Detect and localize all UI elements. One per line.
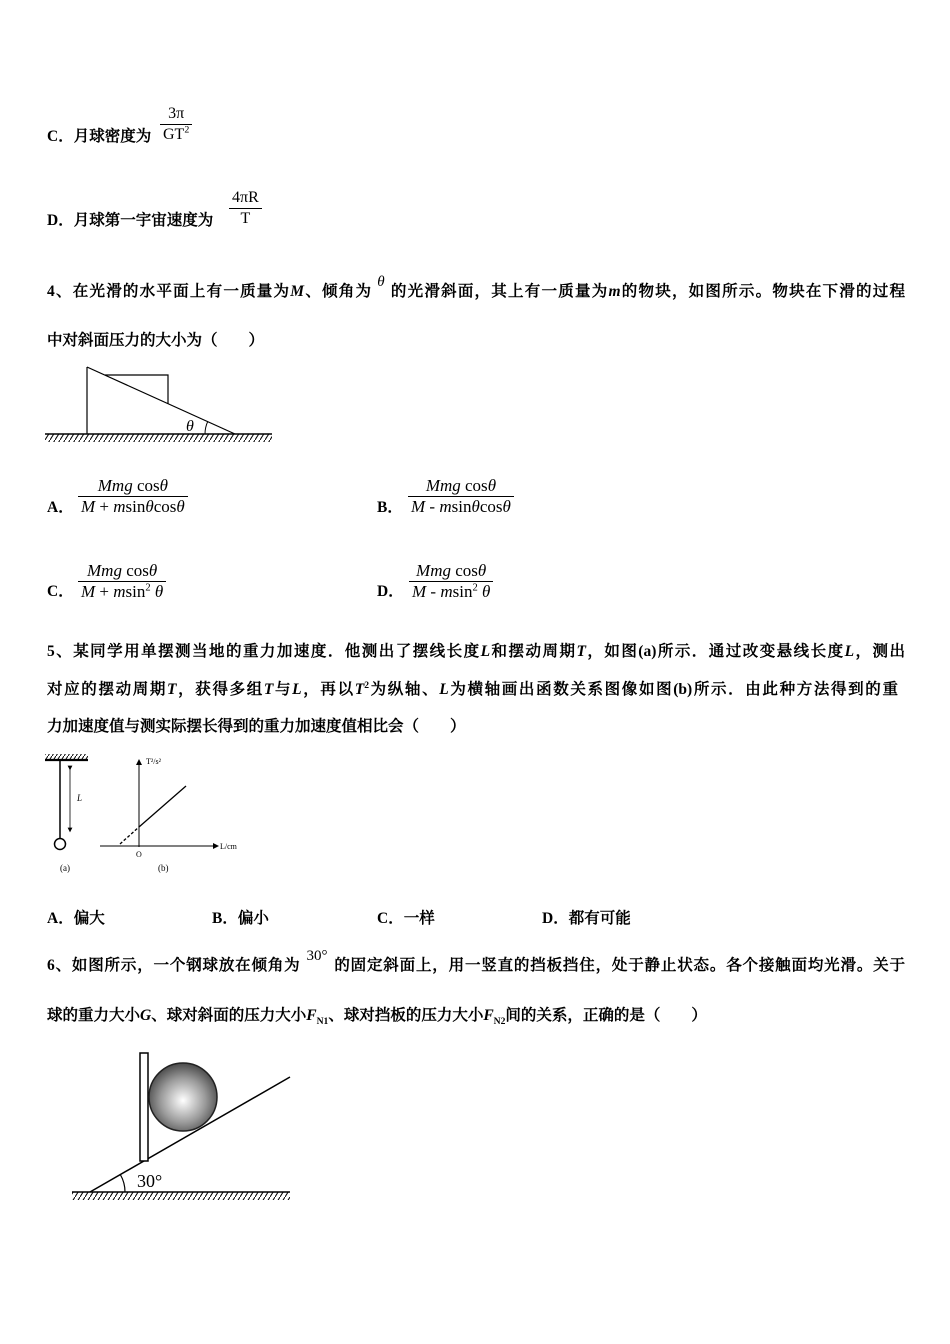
q3-option-c-fraction xyxy=(160,104,192,145)
math-symbol: m xyxy=(113,582,126,601)
text-run: 为横轴画出函数关系图像如图(b)所示．由此种方法得到的重 xyxy=(448,681,898,698)
math-symbol: 3π xyxy=(168,105,185,122)
fraction-denominator xyxy=(78,496,188,517)
math-symbol: sin xyxy=(451,497,472,516)
math-symbol: cos xyxy=(451,561,478,580)
math-symbol: F xyxy=(306,1007,317,1024)
math-symbol: cos xyxy=(479,497,503,516)
math-symbol: sin xyxy=(125,497,146,516)
q4-incline-figure xyxy=(40,360,280,450)
math-symbol: + xyxy=(95,582,114,601)
math-symbol: m xyxy=(113,497,126,516)
pendulum-bob xyxy=(55,839,66,850)
text-run: 间的关系，正确的是（ ） xyxy=(505,1007,707,1024)
text-run: 力加速度值与测实际摆长得到的重力加速度值相比会（ ） xyxy=(47,718,466,735)
math-symbol: θ xyxy=(148,561,158,580)
text-run: ，如图(a)所示．通过改变悬线长度 xyxy=(585,643,845,660)
text-run: 、球对斜面的压力大小 xyxy=(151,1007,307,1024)
fraction-numerator xyxy=(78,476,188,496)
text-run: ，获得多组 xyxy=(176,681,264,698)
q4-option-c-letter: C． xyxy=(47,583,74,600)
math-symbol: cos xyxy=(460,476,488,495)
text-run: 5、某同学用单摆测当地的重力加速度．他测出了摆线长度 xyxy=(47,643,481,660)
math-symbol: θ xyxy=(471,497,480,516)
q4-stem-line-1 xyxy=(47,274,905,302)
text-run: 球的重力大小 xyxy=(47,1007,141,1024)
math-symbol: θ xyxy=(150,582,164,601)
angle-arc xyxy=(205,422,208,434)
math-symbol: L xyxy=(292,681,302,698)
text-run: 对应的摆动周期 xyxy=(47,681,168,698)
q6-stem-line-1 xyxy=(47,948,905,976)
math-symbol: N1 xyxy=(316,1016,329,1028)
q4-option-d-fraction xyxy=(409,561,493,602)
text-run: 、倾角为 xyxy=(304,283,373,300)
math-symbol: m xyxy=(439,497,452,516)
fraction-denominator xyxy=(408,496,514,517)
fraction-numerator xyxy=(409,561,493,581)
math-symbol: Mmg xyxy=(97,476,133,495)
math-symbol: θ xyxy=(377,274,385,290)
math-symbol: T xyxy=(167,681,177,698)
math-symbol: cos xyxy=(132,476,160,495)
math-symbol: 30° xyxy=(306,948,328,964)
math-symbol: 2 xyxy=(145,582,151,594)
q6-ball-incline-figure xyxy=(65,1045,295,1205)
math-symbol: θ xyxy=(502,497,511,516)
math-symbol: θ xyxy=(159,476,168,495)
fraction-denominator xyxy=(160,124,192,145)
math-symbol: L xyxy=(844,643,855,660)
math-symbol: 2 xyxy=(472,582,478,594)
x-axis-label: L/cm xyxy=(220,842,237,851)
math-symbol: θ xyxy=(477,561,487,580)
math-symbol: L xyxy=(439,681,449,698)
q4-option-b-fraction xyxy=(408,476,514,517)
math-symbol: G xyxy=(140,1007,152,1024)
q5-option-c: C．一样 xyxy=(377,910,435,927)
ground-hatching xyxy=(72,1192,290,1200)
fraction-denominator xyxy=(229,208,262,229)
fraction-numerator xyxy=(229,188,262,208)
text-run: 为纵轴、 xyxy=(368,681,440,698)
math-symbol: Mmg xyxy=(425,476,461,495)
math-symbol: θ xyxy=(487,476,497,495)
angle-label: θ xyxy=(186,418,194,435)
text-run: 的固定斜面上，用一竖直的挡板挡住，处于静止状态。各个接触面均光滑。关于 xyxy=(333,957,905,974)
q5-pendulum-figure xyxy=(40,750,255,880)
math-symbol: 2 xyxy=(184,124,190,136)
math-symbol: θ xyxy=(477,582,491,601)
text-run: 4、在光滑的水平面上有一质量为 xyxy=(47,283,291,300)
text-run: 的物块，如图所示。物块在下滑的过程 xyxy=(620,283,905,300)
math-symbol: N2 xyxy=(493,1016,506,1028)
math-symbol: T xyxy=(576,643,586,660)
q5-stem-line-2 xyxy=(47,680,898,700)
text-run: ，测出 xyxy=(854,643,905,660)
math-symbol: M xyxy=(411,497,426,516)
angle-label: 30° xyxy=(137,1171,163,1191)
math-symbol: sin xyxy=(452,582,473,601)
fraction-denominator xyxy=(78,581,166,602)
math-symbol: M xyxy=(290,283,305,300)
q6-stem-line-2 xyxy=(47,1006,707,1026)
math-symbol: cos xyxy=(153,497,177,516)
length-label: L xyxy=(77,793,83,803)
q4-stem-line-2 xyxy=(47,331,264,351)
math-symbol: - xyxy=(425,497,440,516)
fraction-denominator xyxy=(409,581,493,602)
q3-option-c-label: C．月球密度为 xyxy=(47,128,152,145)
q4-option-b-letter: B． xyxy=(377,499,403,516)
caption-a: (a) xyxy=(60,863,70,873)
math-symbol: T xyxy=(354,681,365,698)
q4-option-d-letter: D． xyxy=(377,583,404,600)
fraction-numerator xyxy=(408,476,514,496)
q3-option-d-fraction xyxy=(229,188,262,229)
ground-hatching xyxy=(45,434,272,442)
math-symbol: cos xyxy=(121,561,149,580)
math-symbol: M xyxy=(81,497,96,516)
q5-stem-line-3 xyxy=(47,717,466,737)
text-run: 、球对挡板的压力大小 xyxy=(328,1007,484,1024)
caption-b: (b) xyxy=(158,863,169,873)
q5-stem-line-1 xyxy=(47,642,905,662)
math-symbol: m xyxy=(440,582,453,601)
q3-option-d-label: D．月球第一宇宙速度为 xyxy=(47,212,214,229)
q4-option-a-letter: A． xyxy=(47,499,74,516)
math-symbol: M xyxy=(412,582,427,601)
math-symbol: F xyxy=(483,1007,494,1024)
math-symbol: T xyxy=(263,681,274,698)
text-run: 中对斜面压力的大小为（ ） xyxy=(47,332,265,349)
math-symbol: sin xyxy=(125,582,146,601)
math-symbol: Mmg xyxy=(416,561,451,580)
math-symbol: Mmg xyxy=(87,561,122,580)
y-axis-label: T²/s² xyxy=(146,757,162,766)
text-run: ，再以 xyxy=(301,681,355,698)
steel-ball xyxy=(149,1063,217,1131)
math-symbol: 2 xyxy=(364,679,369,691)
q5-option-b: B．偏小 xyxy=(212,910,269,927)
text-run: 的光滑斜面，其上有一质量为 xyxy=(389,283,609,300)
graph-line xyxy=(139,786,186,827)
q5-option-a: A．偏大 xyxy=(47,910,105,927)
math-symbol: GT xyxy=(163,126,185,143)
angle-arc xyxy=(120,1175,125,1193)
math-symbol: + xyxy=(95,497,114,516)
origin-label: O xyxy=(136,850,142,859)
text-run: 和摆动周期 xyxy=(490,643,577,660)
math-symbol: θ xyxy=(176,497,185,516)
graph-line-extension xyxy=(120,827,139,844)
q5-option-d: D．都有可能 xyxy=(542,910,631,927)
text-run: 6、如图所示，一个钢球放在倾角为 xyxy=(47,957,301,974)
fraction-numerator xyxy=(78,561,166,581)
math-symbol: M xyxy=(81,582,96,601)
text-run: 与 xyxy=(273,681,293,698)
q4-option-c-fraction xyxy=(78,561,166,602)
math-symbol: m xyxy=(608,283,621,300)
fraction-numerator xyxy=(160,104,192,124)
math-symbol: 4πR xyxy=(232,189,259,206)
math-symbol: θ xyxy=(145,497,154,516)
math-symbol: T xyxy=(240,210,251,227)
math-symbol: - xyxy=(426,582,441,601)
math-symbol: L xyxy=(480,643,491,660)
baffle-plate xyxy=(140,1053,148,1161)
q4-option-a-fraction xyxy=(78,476,188,517)
incline-hypotenuse xyxy=(87,367,235,434)
